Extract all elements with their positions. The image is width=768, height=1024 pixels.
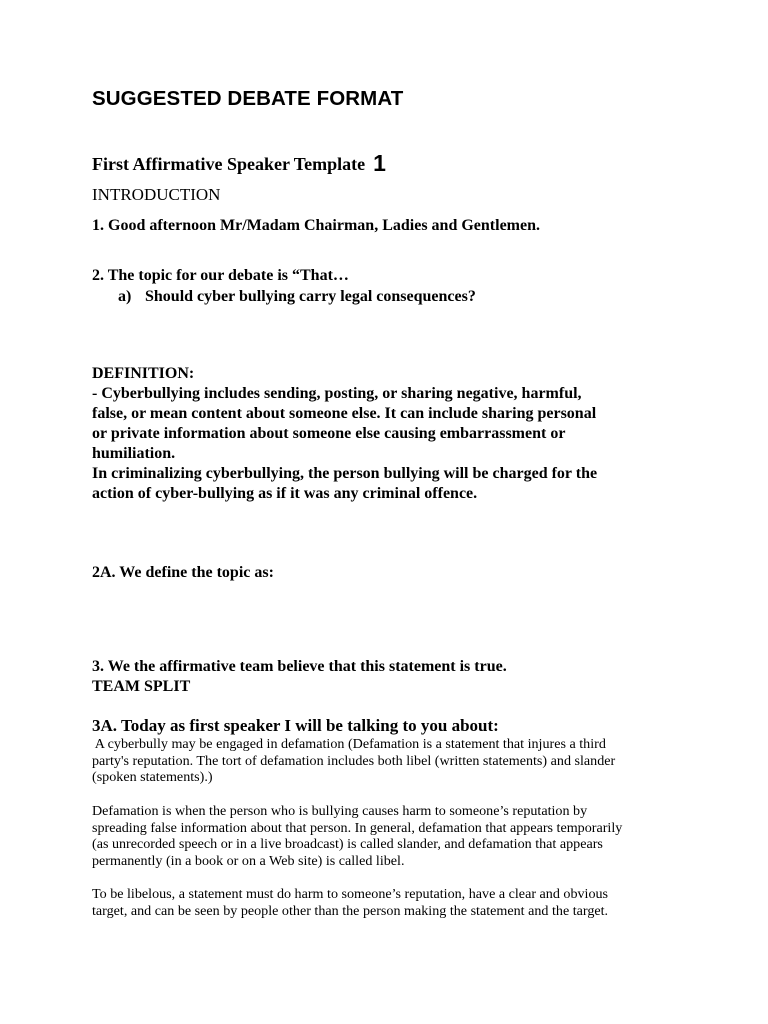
first-speaker-heading: 3A. Today as first speaker I will be talking to you about:	[92, 716, 499, 735]
paragraph-defamation-definition	[92, 803, 692, 869]
document-title: SUGGESTED DEBATE FORMAT	[92, 87, 404, 110]
define-topic-line: 2A. We define the topic as:	[92, 564, 274, 581]
definition-line: In criminalizing cyberbullying, the person bullying will be charged for the	[92, 465, 598, 482]
paragraph-line: A cyberbully may be engaged in defamation (Defamation is a statement that injures a third	[92, 736, 606, 752]
definition-line: - Cyberbullying includes sending, posting, or sharing negative, harmful,	[92, 385, 582, 402]
team-block	[92, 657, 692, 697]
definition-block	[92, 364, 692, 504]
paragraph-libel	[92, 886, 692, 919]
template-heading-text: First Affirmative Speaker Template	[92, 154, 366, 174]
paragraph-line: target, and can be seen by people other than the person making the statement and the target.	[92, 902, 609, 919]
definition-line: or private information about someone else causing embarrassment or	[92, 425, 566, 442]
paragraph-line: To be libelous, a statement must do harm to someone’s reputation, have a clear and obvious	[92, 886, 609, 902]
template-number: 1	[373, 150, 386, 176]
belief-statement: 3. We the affirmative team believe that this statement is true.	[92, 658, 507, 675]
topic-list-item	[118, 287, 476, 307]
definition-line: action of cyber-bullying as if it was any criminal offence.	[92, 485, 478, 502]
greeting-line: 1. Good afternoon Mr/Madam Chairman, Ladies and Gentlemen.	[92, 217, 540, 234]
paragraph-line: permanently (in a book or on a Web site) is called libel.	[92, 852, 405, 869]
paragraph-defamation-intro	[92, 736, 692, 786]
topic-item-text: Should cyber bullying carry legal consequences?	[145, 288, 476, 305]
paragraph-line: Defamation is when the person who is bullying causes harm to someone’s reputation by	[92, 803, 588, 819]
paragraph-line: (as unrecorded speech or in a live broadcast) is called slander, and defamation that appears	[92, 836, 603, 852]
paragraph-line: spreading false information about that person. In general, defamation that appears temporarily	[92, 819, 623, 836]
team-split-heading: TEAM SPLIT	[92, 678, 191, 695]
paragraph-line: party's reputation. The tort of defamation includes both libel (written statements) and slander	[92, 752, 616, 769]
definition-line: false, or mean content about someone else. It can include sharing personal	[92, 405, 597, 422]
definition-line: humiliation.	[92, 445, 176, 462]
template-heading	[92, 148, 692, 178]
list-marker: a)	[118, 288, 132, 305]
introduction-heading: INTRODUCTION	[92, 185, 221, 204]
topic-line: 2. The topic for our debate is “That…	[92, 267, 349, 284]
definition-heading: DEFINITION:	[92, 365, 195, 382]
paragraph-line: (spoken statements).)	[92, 769, 213, 785]
